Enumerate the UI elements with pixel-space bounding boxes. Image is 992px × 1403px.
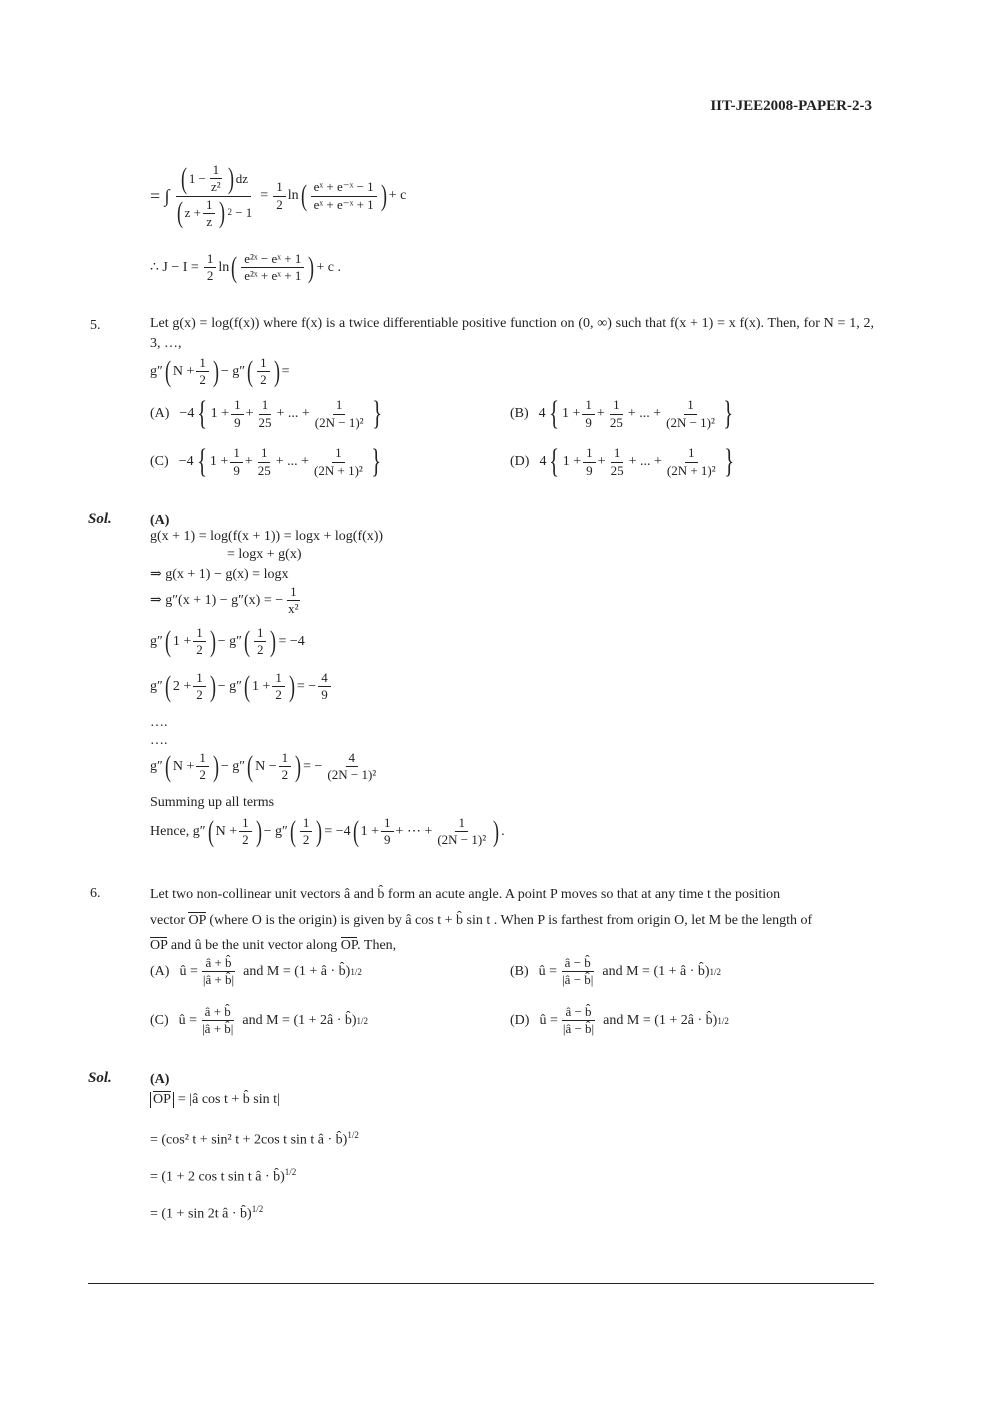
exponent: 1/2 bbox=[347, 1130, 359, 1140]
text: ⇒ g″(x + 1) − g″(x) = − bbox=[150, 593, 284, 609]
fraction: $\frac{1}{2}$ bbox=[196, 356, 209, 388]
equals: = bbox=[260, 188, 269, 204]
text: = −4 bbox=[324, 823, 351, 839]
text: − g″ bbox=[263, 823, 288, 839]
constant: + c . bbox=[316, 259, 341, 275]
question-5-stem: g″ ( N + $\frac{1}{2}$ ) − g″ ( $\frac{1}{2}$ ) = bbox=[150, 354, 290, 388]
page-header: IIT-JEE2008-PAPER-2-3 bbox=[710, 98, 872, 114]
text: 1 + bbox=[360, 823, 380, 839]
text: Hence, g″ bbox=[150, 823, 206, 839]
exponent: 1/2 bbox=[717, 1015, 729, 1026]
solution-line: g(x + 1) = log(f(x + 1)) = logx + log(f(x)) bbox=[150, 529, 384, 544]
solution-line: Hence, g″ ( N + $\frac{1}{2}$ ) − g″ ( $\frac{1}{2}$ ) = −4 ( 1 + $\frac{1}{9}$ + ⋯ + $\frac{1}{\text{(2N − 1)²}}$ ) . bbox=[150, 814, 505, 848]
option-6c[interactable] bbox=[150, 1005, 368, 1037]
option-5c[interactable]: (C) −4 { 1 + $\frac{1}{9}$ + $\frac{1}{25}$ + ... + $\frac{1}{\text{(2N + 1)²}}$ } bbox=[150, 443, 381, 480]
ellipsis: + ... + bbox=[628, 454, 662, 469]
option-label: (D) bbox=[510, 1012, 530, 1028]
text: g″ bbox=[150, 678, 163, 694]
option-6a[interactable] bbox=[150, 956, 362, 988]
fraction: $\frac{1}{\text{z²}}$ bbox=[211, 162, 221, 195]
option-6d[interactable] bbox=[510, 1005, 729, 1037]
option-6b[interactable] bbox=[510, 956, 721, 988]
vector-op: OP bbox=[340, 938, 358, 953]
exponent: 1/2 bbox=[251, 1204, 264, 1214]
text: 1 − bbox=[188, 170, 207, 186]
text: and M = (1 + â · b̂) bbox=[602, 963, 710, 979]
fraction: $\frac{1}{25}$ bbox=[258, 397, 272, 430]
fraction: $\frac{1}{2}$ bbox=[279, 751, 292, 783]
text: = −4 bbox=[278, 633, 305, 649]
ln-fraction: $\frac{\text{e²ˣ − eˣ + 1}}{\text{e²ˣ + eˣ + 1}}$ bbox=[241, 252, 304, 284]
fraction: $\frac{1}{\text{(2N − 1)²}}$ bbox=[437, 815, 487, 848]
text: − g″ bbox=[220, 363, 246, 379]
equation-integral: = ∫ ( 1 − $\frac{1}{\text{z²}}$ ) dz ( z + $\frac{1}{z}$ ) 2 − 1 = $\frac{1}{2}$ ln ( $\frac{\text{eˣ + e⁻ˣ − 1}}{\text{eˣ + e⁻ˣ + 1}}$ ) + c bbox=[150, 161, 407, 230]
text: 1 + bbox=[251, 678, 271, 694]
text: N + bbox=[215, 823, 238, 839]
fraction: $\frac{1}{2}$ bbox=[257, 356, 270, 388]
ellipsis: + ... + bbox=[276, 406, 310, 421]
fraction: $\frac{1}{2}$ bbox=[193, 671, 206, 703]
exponent: 1/2 bbox=[356, 1015, 369, 1026]
exponent: 1/2 bbox=[709, 966, 722, 977]
fraction: $\frac{1}{9}$ bbox=[583, 446, 596, 478]
text: 1 + bbox=[562, 454, 582, 469]
text: g″ bbox=[150, 633, 163, 649]
fraction: $\frac{1}{2}$ bbox=[193, 626, 206, 658]
text: − g″ bbox=[220, 758, 246, 774]
fraction: $\frac{4}{9}$ bbox=[318, 671, 331, 703]
half-fraction: $\frac{1}{2}$ bbox=[204, 252, 217, 284]
fraction: $\frac{1}{25}$ bbox=[609, 397, 623, 430]
text: − g″ bbox=[217, 678, 242, 694]
option-5a[interactable]: (A) −4 { 1 + $\frac{1}{9}$ + $\frac{1}{25}$ + ... + $\frac{1}{\text{(2N − 1)²}}$ } bbox=[150, 395, 382, 432]
exponent: 1/2 bbox=[350, 966, 362, 977]
solution-line bbox=[150, 1092, 280, 1108]
equals: = bbox=[281, 363, 290, 379]
question-6-text-line2 bbox=[150, 908, 874, 933]
fraction: $\frac{1}{25}$ bbox=[257, 445, 271, 478]
text: (where O is the origin) is given by â cos t + b̂ sin t . When P is farthest from origin O, let M be the length of bbox=[209, 913, 813, 928]
ellipsis: + ... + bbox=[275, 454, 310, 469]
text: = − bbox=[303, 758, 323, 774]
ellipsis: + ... + bbox=[627, 406, 662, 421]
ln-text: ln bbox=[287, 188, 299, 204]
text: and M = (1 + 2â · b̂) bbox=[242, 1012, 357, 1028]
text: = − bbox=[296, 678, 317, 694]
text: û = bbox=[179, 963, 198, 979]
ellipsis: …. bbox=[150, 733, 168, 748]
option-label: (A) bbox=[150, 963, 170, 979]
integrand-fraction: ( 1 − $\frac{1}{\text{z²}}$ ) dz ( z + $\frac{1}{z}$ ) 2 − 1 bbox=[176, 161, 253, 230]
text: 1 + bbox=[562, 406, 581, 421]
fraction: $\frac{1}{2}$ bbox=[239, 816, 252, 848]
option-5d[interactable]: (D) 4 { 1 + $\frac{1}{9}$ + $\frac{1}{25}$ + ... + $\frac{1}{\text{(2N + 1)²}}$ } bbox=[510, 443, 734, 480]
solution-answer: (A) bbox=[150, 1072, 170, 1087]
text: û = bbox=[538, 963, 558, 979]
solution-line: = logx + g(x) bbox=[227, 547, 302, 562]
fraction: $\frac{1}{9}$ bbox=[381, 816, 394, 848]
fraction: $\frac{1}{9}$ bbox=[231, 398, 244, 430]
question-5-text: Let g(x) = log(f(x)) where f(x) is a twice differentiable positive function on (0, ∞) such that f(x + 1) = x f(x). Then, for N = 1, 2, 3, …, bbox=[150, 316, 874, 351]
solution-line bbox=[150, 1130, 359, 1149]
coefficient: 4 bbox=[539, 454, 547, 469]
text: and M = (1 + 2â · b̂) bbox=[603, 1012, 718, 1028]
text: N − bbox=[255, 758, 277, 774]
solution-label: Sol. bbox=[88, 1070, 112, 1086]
solution-line: g″ ( 2 + $\frac{1}{2}$ ) − g″ ( 1 + $\frac{1}{2}$ ) = − $\frac{4}{9}$ bbox=[150, 671, 333, 703]
text: . Then, bbox=[357, 938, 397, 953]
fraction: $\frac{â + b̂}{|â + b̂|}$ bbox=[202, 1004, 234, 1037]
half-fraction: $\frac{1}{2}$ bbox=[273, 180, 286, 212]
option-label: (A) bbox=[150, 406, 170, 421]
fraction: $\frac{1}{\text{(2N − 1)²}}$ bbox=[314, 397, 364, 430]
fraction: $\frac{1}{\text{(2N + 1)²}}$ bbox=[314, 445, 363, 478]
ln-text: ln bbox=[218, 259, 230, 275]
option-label: (D) bbox=[510, 454, 530, 469]
solution-answer: (A) bbox=[150, 513, 170, 528]
option-label: (B) bbox=[510, 406, 529, 421]
vector-op: OP bbox=[150, 938, 168, 953]
coefficient: −4 bbox=[178, 454, 194, 469]
fraction: $\frac{1}{2}$ bbox=[196, 751, 209, 783]
text: û = bbox=[539, 1012, 558, 1028]
option-label: (C) bbox=[150, 1012, 169, 1028]
fraction: $\frac{1}{\text{(2N − 1)²}}$ bbox=[666, 397, 715, 430]
integral-sign: = ∫ bbox=[150, 185, 170, 206]
solution-line: Summing up all terms bbox=[150, 795, 275, 810]
fraction: $\frac{1}{9}$ bbox=[230, 446, 243, 478]
coefficient: −4 bbox=[179, 406, 195, 421]
text: N + bbox=[172, 363, 195, 379]
ellipsis: …. bbox=[150, 715, 168, 730]
text: N + bbox=[172, 758, 195, 774]
vector-op: OP bbox=[188, 913, 206, 928]
text: 1 + bbox=[172, 633, 192, 649]
text: û = bbox=[178, 1012, 198, 1028]
fraction: $\frac{1}{9}$ bbox=[582, 398, 595, 430]
option-label: (C) bbox=[150, 454, 169, 469]
text: ∴ J − I = bbox=[150, 260, 199, 276]
equation-j-minus-i: ∴ J − I = $\frac{1}{2}$ ln ( $\frac{\text{e²ˣ − eˣ + 1}}{\text{e²ˣ + eˣ + 1}}$ ) + c . bbox=[150, 250, 341, 284]
solution-line bbox=[150, 1204, 263, 1223]
fraction: $\frac{1}{2}$ bbox=[254, 626, 267, 658]
fraction: $\frac{â - b̂}{|â - b̂|}$ bbox=[562, 955, 594, 988]
question-number-6: 6. bbox=[90, 886, 101, 901]
exponent: 1/2 bbox=[284, 1167, 297, 1177]
text: and M = (1 + â · b̂) bbox=[243, 963, 351, 979]
text: = (1 + 2 cos t sin t â · b̂) bbox=[150, 1169, 285, 1185]
text: − 1 bbox=[235, 205, 253, 221]
text: = |â cos t + b̂ sin t| bbox=[177, 1092, 280, 1107]
fraction: $\frac{â + b̂}{|â + b̂|}$ bbox=[202, 955, 235, 988]
text: vector bbox=[150, 913, 185, 928]
text: 1 + bbox=[210, 406, 230, 421]
text: − g″ bbox=[217, 633, 242, 649]
text: . bbox=[501, 823, 505, 839]
constant: + c bbox=[388, 188, 407, 204]
abs-op bbox=[150, 1092, 174, 1108]
solution-line: ⇒ g(x + 1) − g(x) = logx bbox=[150, 567, 289, 582]
footer-rule bbox=[88, 1283, 874, 1284]
text: g″ bbox=[150, 758, 163, 774]
option-5b[interactable]: (B) 4 { 1 + $\frac{1}{9}$ + $\frac{1}{25}$ + ... + $\frac{1}{\text{(2N − 1)²}}$ } bbox=[510, 395, 733, 432]
option-label: (B) bbox=[510, 963, 529, 979]
solution-label: Sol. bbox=[88, 511, 112, 527]
text: 1 + bbox=[209, 454, 229, 469]
ellipsis: + ⋯ + bbox=[395, 824, 433, 840]
text: = (cos² t + sin² t + 2cos t sin t â · b̂) bbox=[150, 1132, 348, 1148]
solution-line bbox=[150, 585, 304, 617]
fraction: $\frac{1}{\text{(2N + 1)²}}$ bbox=[666, 445, 716, 478]
ln-fraction: $\frac{\text{eˣ + e⁻ˣ − 1}}{\text{eˣ + e⁻ˣ + 1}}$ bbox=[311, 180, 377, 212]
question-number-5: 5. bbox=[90, 318, 101, 333]
g-double-prime: g″ bbox=[150, 363, 163, 379]
fraction: $\frac{1}{2}$ bbox=[272, 671, 285, 703]
superscript: 2 bbox=[227, 207, 232, 218]
question-6-text-line1: Let two non-collinear unit vectors â and b̂ form an acute angle. A point P moves so that at any time t the position bbox=[150, 887, 781, 902]
fraction: $\frac{1}{z}$ bbox=[203, 198, 216, 230]
text: = (1 + sin 2t â · b̂) bbox=[150, 1206, 252, 1222]
text: and û be the unit vector along bbox=[167, 938, 338, 953]
fraction: $\frac{1}{\text{x²}}$ bbox=[288, 584, 299, 617]
fraction: $\frac{1}{25}$ bbox=[610, 445, 624, 478]
text: dz bbox=[235, 170, 248, 186]
solution-line bbox=[150, 1167, 296, 1186]
vector-op: OP bbox=[153, 1092, 171, 1107]
text: 2 + bbox=[172, 678, 192, 694]
question-6-text-line3 bbox=[150, 933, 874, 958]
text: z + bbox=[184, 205, 201, 221]
solution-line: g″ ( N + $\frac{1}{2}$ ) − g″ ( N − $\frac{1}{2}$ ) = − $\frac{4}{\text{(2N − 1)²}}$ bbox=[150, 751, 381, 783]
fraction: $\frac{1}{2}$ bbox=[300, 816, 313, 848]
fraction: $\frac{4}{\text{(2N − 1)²}}$ bbox=[327, 750, 377, 783]
fraction: $\frac{â - b̂}{|â - b̂|}$ bbox=[562, 1004, 595, 1037]
solution-line: g″ ( 1 + $\frac{1}{2}$ ) − g″ ( $\frac{1}{2}$ ) = −4 bbox=[150, 624, 305, 658]
coefficient: 4 bbox=[538, 406, 546, 421]
